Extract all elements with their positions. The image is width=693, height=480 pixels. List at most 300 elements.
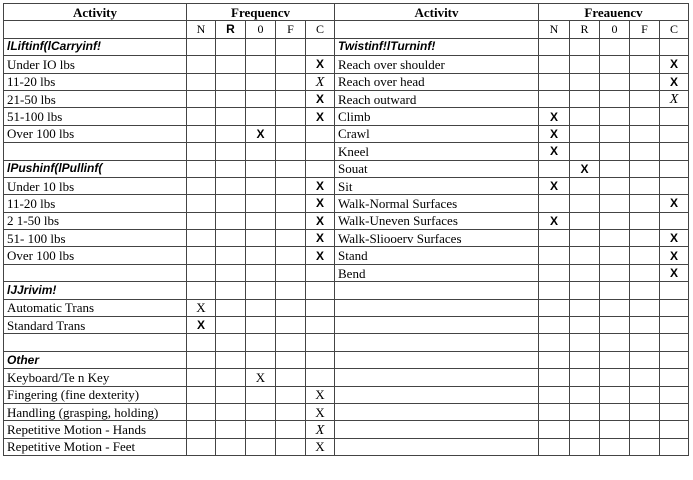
frequency-cell bbox=[539, 143, 570, 160]
frequency-cell bbox=[276, 264, 306, 281]
check-mark: X bbox=[580, 161, 589, 176]
activity-label: Over 100 lbs bbox=[4, 125, 187, 142]
frequency-cell bbox=[246, 421, 276, 438]
frequency-cell bbox=[246, 247, 276, 264]
frequency-cell bbox=[630, 369, 660, 386]
table-row bbox=[4, 264, 689, 281]
frequency-cell bbox=[276, 38, 306, 55]
check-mark: X bbox=[315, 109, 324, 124]
frequency-cell bbox=[246, 230, 276, 247]
frequency-cell bbox=[216, 177, 246, 194]
activity-label: Stand bbox=[335, 247, 539, 264]
frequency-cell bbox=[660, 212, 689, 229]
frequency-cell bbox=[216, 108, 246, 125]
frequency-cell bbox=[306, 108, 335, 125]
frequency-cell bbox=[660, 125, 689, 142]
frequency-cell bbox=[600, 73, 630, 90]
frequency-cell bbox=[216, 247, 246, 264]
activity-label: Bend bbox=[335, 264, 539, 281]
frequency-cell bbox=[630, 177, 660, 194]
frequency-cell bbox=[246, 369, 276, 386]
check-mark: X bbox=[315, 196, 324, 211]
frequency-cell bbox=[600, 108, 630, 125]
frequency-header-right: Freauencv bbox=[539, 4, 689, 21]
frequency-cell bbox=[246, 299, 276, 316]
frequency-cell bbox=[539, 386, 570, 403]
frequency-cell bbox=[306, 38, 335, 55]
frequency-cell bbox=[246, 143, 276, 160]
activity-label: 51- 100 lbs bbox=[4, 230, 187, 247]
table-row bbox=[4, 125, 689, 142]
frequency-cell bbox=[539, 264, 570, 281]
frequency-cell bbox=[600, 264, 630, 281]
frequency-cell bbox=[630, 143, 660, 160]
activity-header-right: Activitv bbox=[335, 4, 539, 21]
check-mark: X bbox=[669, 92, 679, 108]
frequency-cell bbox=[600, 143, 630, 160]
blank-cell bbox=[335, 386, 539, 403]
frequency-cell bbox=[216, 125, 246, 142]
frequency-cell bbox=[276, 247, 306, 264]
frequency-cell bbox=[660, 143, 689, 160]
frequency-cell bbox=[276, 351, 306, 368]
activity-label: Under 10 lbs bbox=[4, 177, 187, 194]
frequency-cell bbox=[660, 230, 689, 247]
frequency-cell bbox=[600, 125, 630, 142]
frequency-cell bbox=[630, 125, 660, 142]
frequency-cell bbox=[216, 73, 246, 90]
frequency-cell bbox=[539, 160, 570, 177]
blank-cell bbox=[335, 403, 539, 420]
frequency-cell bbox=[660, 177, 689, 194]
frequency-cell bbox=[539, 421, 570, 438]
frequency-cell bbox=[570, 73, 600, 90]
table-row bbox=[4, 73, 689, 90]
frequency-cell bbox=[246, 386, 276, 403]
table-row bbox=[4, 212, 689, 229]
frequency-cell bbox=[630, 108, 660, 125]
frequency-cell bbox=[216, 230, 246, 247]
frequency-cell bbox=[660, 282, 689, 299]
frequency-cell bbox=[276, 143, 306, 160]
check-mark: X bbox=[315, 439, 325, 455]
frequency-cell bbox=[306, 334, 335, 351]
frequency-cell bbox=[539, 438, 570, 455]
col-right-c: C bbox=[660, 21, 689, 38]
activity-label: 11-20 lbs bbox=[4, 195, 187, 212]
activity-label: Fingering (fine dexterity) bbox=[4, 386, 187, 403]
check-mark: X bbox=[315, 179, 324, 194]
frequency-cell bbox=[630, 38, 660, 55]
frequency-cell bbox=[570, 351, 600, 368]
frequency-cell bbox=[630, 195, 660, 212]
col-right-n: N bbox=[539, 21, 570, 38]
frequency-cell bbox=[216, 369, 246, 386]
frequency-cell bbox=[276, 73, 306, 90]
activity-label: Repetitive Motion - Hands bbox=[4, 421, 187, 438]
check-mark: X bbox=[549, 144, 558, 159]
frequency-cell bbox=[187, 108, 216, 125]
frequency-cell bbox=[306, 438, 335, 455]
activity-label: Keyboard/Te n Key bbox=[4, 369, 187, 386]
frequency-cell bbox=[216, 56, 246, 73]
frequency-cell bbox=[246, 177, 276, 194]
activity-label: Standard Trans bbox=[4, 317, 187, 334]
activity-label: 51-100 lbs bbox=[4, 108, 187, 125]
activity-label: Reach outward bbox=[335, 90, 539, 107]
frequency-cell bbox=[600, 212, 630, 229]
frequency-cell bbox=[539, 56, 570, 73]
frequency-cell bbox=[630, 334, 660, 351]
frequency-cell bbox=[660, 317, 689, 334]
frequency-cell bbox=[570, 90, 600, 107]
table-row bbox=[4, 317, 689, 334]
activity-header-left: Activity bbox=[4, 4, 187, 21]
frequency-cell bbox=[276, 56, 306, 73]
frequency-cell bbox=[660, 38, 689, 55]
check-mark: X bbox=[669, 57, 678, 72]
activity-label: Souat bbox=[335, 160, 539, 177]
check-mark: X bbox=[549, 126, 558, 141]
frequency-cell bbox=[630, 90, 660, 107]
frequency-cell bbox=[570, 38, 600, 55]
frequency-cell bbox=[600, 230, 630, 247]
activity-label: Sit bbox=[335, 177, 539, 194]
frequency-cell bbox=[187, 247, 216, 264]
frequency-cell bbox=[187, 299, 216, 316]
frequency-cell bbox=[187, 195, 216, 212]
frequency-cell bbox=[306, 90, 335, 107]
frequency-cell bbox=[600, 177, 630, 194]
check-mark: X bbox=[315, 248, 324, 263]
frequency-cell bbox=[570, 386, 600, 403]
frequency-cell bbox=[570, 299, 600, 316]
section-heading: lPushinf(lPullinf( bbox=[4, 160, 187, 177]
frequency-cell bbox=[246, 317, 276, 334]
table-row bbox=[4, 386, 689, 403]
table-row bbox=[4, 90, 689, 107]
frequency-cell bbox=[276, 195, 306, 212]
frequency-cell bbox=[306, 351, 335, 368]
blank-cell bbox=[335, 438, 539, 455]
frequency-cell bbox=[216, 334, 246, 351]
frequency-cell bbox=[276, 421, 306, 438]
table-row bbox=[4, 177, 689, 194]
activity-label: Walk-Sliooerv Surfaces bbox=[335, 230, 539, 247]
frequency-cell bbox=[246, 108, 276, 125]
frequency-cell bbox=[539, 230, 570, 247]
frequency-cell bbox=[600, 195, 630, 212]
frequency-cell bbox=[660, 351, 689, 368]
frequency-cell bbox=[187, 264, 216, 281]
frequency-cell bbox=[187, 38, 216, 55]
frequency-cell bbox=[630, 264, 660, 281]
frequency-cell bbox=[570, 177, 600, 194]
blank-cell bbox=[335, 21, 539, 38]
check-mark: X bbox=[196, 300, 206, 316]
frequency-cell bbox=[660, 421, 689, 438]
frequency-cell bbox=[306, 177, 335, 194]
frequency-cell bbox=[276, 282, 306, 299]
frequency-cell bbox=[600, 299, 630, 316]
frequency-cell bbox=[246, 38, 276, 55]
frequency-cell bbox=[216, 317, 246, 334]
frequency-header-left: Frequencv bbox=[187, 4, 335, 21]
frequency-cell bbox=[539, 125, 570, 142]
frequency-cell bbox=[246, 264, 276, 281]
frequency-cell bbox=[216, 299, 246, 316]
frequency-cell bbox=[630, 160, 660, 177]
frequency-cell bbox=[306, 369, 335, 386]
frequency-cell bbox=[306, 195, 335, 212]
activity-label: 21-50 lbs bbox=[4, 90, 187, 107]
frequency-cell bbox=[187, 230, 216, 247]
col-left-o: 0 bbox=[246, 21, 276, 38]
activity-label: Walk-Normal Surfaces bbox=[335, 195, 539, 212]
check-mark: X bbox=[315, 213, 324, 228]
frequency-cell bbox=[187, 90, 216, 107]
frequency-cell bbox=[276, 438, 306, 455]
blank-cell bbox=[335, 299, 539, 316]
frequency-cell bbox=[216, 90, 246, 107]
frequency-cell bbox=[539, 108, 570, 125]
activity-label: 2 1-50 lbs bbox=[4, 212, 187, 229]
blank-cell bbox=[4, 143, 187, 160]
frequency-cell bbox=[630, 438, 660, 455]
header-row bbox=[4, 4, 689, 21]
frequency-cell bbox=[600, 386, 630, 403]
frequency-cell bbox=[216, 264, 246, 281]
frequency-cell bbox=[306, 282, 335, 299]
frequency-cell bbox=[660, 369, 689, 386]
frequency-cell bbox=[306, 317, 335, 334]
frequency-cell bbox=[570, 125, 600, 142]
frequency-cell bbox=[187, 212, 216, 229]
frequency-cell bbox=[216, 351, 246, 368]
frequency-cell bbox=[246, 125, 276, 142]
activity-label: Over 100 lbs bbox=[4, 247, 187, 264]
frequency-cell bbox=[660, 90, 689, 107]
frequency-cell bbox=[187, 334, 216, 351]
frequency-cell bbox=[600, 403, 630, 420]
frequency-cell bbox=[600, 317, 630, 334]
check-mark: X bbox=[549, 109, 558, 124]
frequency-cell bbox=[216, 438, 246, 455]
frequency-cell bbox=[630, 386, 660, 403]
frequency-cell bbox=[306, 264, 335, 281]
frequency-cell bbox=[187, 73, 216, 90]
check-mark: X bbox=[315, 92, 324, 107]
frequency-cell bbox=[276, 317, 306, 334]
check-mark: X bbox=[549, 213, 558, 228]
frequency-cell bbox=[187, 317, 216, 334]
check-mark: X bbox=[669, 74, 678, 89]
frequency-cell bbox=[570, 160, 600, 177]
frequency-cell bbox=[660, 56, 689, 73]
frequency-cell bbox=[246, 438, 276, 455]
table-row bbox=[4, 403, 689, 420]
frequency-cell bbox=[216, 38, 246, 55]
frequency-cell bbox=[570, 317, 600, 334]
check-mark: X bbox=[669, 248, 678, 263]
frequency-cell bbox=[539, 369, 570, 386]
frequency-cell bbox=[216, 421, 246, 438]
frequency-cell bbox=[539, 299, 570, 316]
frequency-cell bbox=[276, 334, 306, 351]
frequency-cell bbox=[600, 438, 630, 455]
frequency-cell bbox=[570, 264, 600, 281]
check-mark: X bbox=[315, 231, 324, 246]
frequency-cell bbox=[660, 334, 689, 351]
frequency-cell bbox=[660, 403, 689, 420]
frequency-cell bbox=[216, 143, 246, 160]
table-row bbox=[4, 299, 689, 316]
frequency-cell bbox=[539, 334, 570, 351]
frequency-cell bbox=[539, 177, 570, 194]
frequency-cell bbox=[660, 195, 689, 212]
check-mark: X bbox=[315, 57, 324, 72]
frequency-cell bbox=[630, 247, 660, 264]
frequency-cell bbox=[539, 282, 570, 299]
blank-cell bbox=[335, 334, 539, 351]
frequency-cell bbox=[306, 421, 335, 438]
activity-label: Climb bbox=[335, 108, 539, 125]
check-mark: X bbox=[255, 369, 266, 385]
frequency-cell bbox=[570, 334, 600, 351]
frequency-cell bbox=[570, 56, 600, 73]
frequency-cell bbox=[187, 369, 216, 386]
blank-cell bbox=[4, 264, 187, 281]
frequency-cell bbox=[246, 403, 276, 420]
frequency-cell bbox=[570, 369, 600, 386]
frequency-cell bbox=[630, 56, 660, 73]
frequency-cell bbox=[246, 160, 276, 177]
frequency-cell bbox=[660, 108, 689, 125]
activity-label: Crawl bbox=[335, 125, 539, 142]
frequency-cell bbox=[187, 386, 216, 403]
activity-label: Handling (grasping, holding) bbox=[4, 403, 187, 420]
frequency-cell bbox=[570, 212, 600, 229]
table-row bbox=[4, 38, 689, 55]
frequency-cell bbox=[600, 282, 630, 299]
check-mark: X bbox=[256, 126, 265, 141]
frequency-cell bbox=[630, 73, 660, 90]
frequency-cell bbox=[306, 403, 335, 420]
frequency-cell bbox=[660, 386, 689, 403]
frequency-cell bbox=[276, 177, 306, 194]
frequency-cell bbox=[246, 195, 276, 212]
frequency-cell bbox=[276, 386, 306, 403]
frequency-cell bbox=[660, 299, 689, 316]
table-row bbox=[4, 438, 689, 455]
frequency-cell bbox=[187, 351, 216, 368]
table-row bbox=[4, 56, 689, 73]
frequency-cell bbox=[187, 403, 216, 420]
check-mark: X bbox=[315, 387, 325, 403]
frequency-cell bbox=[630, 212, 660, 229]
table-row bbox=[4, 351, 689, 368]
table-row bbox=[4, 369, 689, 386]
frequency-cell bbox=[306, 386, 335, 403]
frequency-cell bbox=[246, 351, 276, 368]
frequency-cell bbox=[216, 195, 246, 212]
frequency-cell bbox=[539, 73, 570, 90]
frequency-cell bbox=[276, 160, 306, 177]
frequency-cell bbox=[187, 56, 216, 73]
frequency-cell bbox=[600, 334, 630, 351]
blank-cell bbox=[4, 21, 187, 38]
frequency-cell bbox=[630, 299, 660, 316]
table-row bbox=[4, 282, 689, 299]
table-row bbox=[4, 421, 689, 438]
frequency-cell bbox=[660, 264, 689, 281]
frequency-cell bbox=[187, 125, 216, 142]
frequency-cell bbox=[570, 108, 600, 125]
frequency-columns-row bbox=[4, 21, 689, 38]
frequency-cell bbox=[630, 421, 660, 438]
frequency-cell bbox=[246, 73, 276, 90]
frequency-cell bbox=[600, 56, 630, 73]
frequency-cell bbox=[570, 247, 600, 264]
frequency-cell bbox=[246, 334, 276, 351]
frequency-cell bbox=[660, 438, 689, 455]
frequency-cell bbox=[539, 212, 570, 229]
frequency-cell bbox=[539, 247, 570, 264]
frequency-cell bbox=[187, 421, 216, 438]
section-heading: Twistinf!lTurninf! bbox=[335, 38, 539, 55]
col-left-n: N bbox=[187, 21, 216, 38]
col-right-r: R bbox=[570, 21, 600, 38]
frequency-cell bbox=[660, 73, 689, 90]
frequency-cell bbox=[276, 90, 306, 107]
frequency-cell bbox=[570, 195, 600, 212]
frequency-cell bbox=[600, 247, 630, 264]
frequency-cell bbox=[600, 351, 630, 368]
frequency-cell bbox=[246, 90, 276, 107]
frequency-cell bbox=[539, 403, 570, 420]
frequency-cell bbox=[306, 143, 335, 160]
frequency-cell bbox=[306, 56, 335, 73]
frequency-cell bbox=[630, 230, 660, 247]
frequency-cell bbox=[187, 160, 216, 177]
frequency-cell bbox=[306, 160, 335, 177]
frequency-cell bbox=[630, 317, 660, 334]
activity-label: Kneel bbox=[335, 143, 539, 160]
frequency-cell bbox=[539, 351, 570, 368]
frequency-cell bbox=[216, 282, 246, 299]
frequency-cell bbox=[539, 195, 570, 212]
frequency-cell bbox=[187, 438, 216, 455]
table-row bbox=[4, 108, 689, 125]
physical-demands-table bbox=[3, 3, 689, 456]
check-mark: X bbox=[549, 179, 558, 194]
section-heading: Other bbox=[4, 351, 187, 368]
frequency-cell bbox=[630, 351, 660, 368]
blank-cell bbox=[4, 334, 187, 351]
frequency-cell bbox=[306, 247, 335, 264]
table-row bbox=[4, 195, 689, 212]
frequency-cell bbox=[660, 247, 689, 264]
table-row bbox=[4, 334, 689, 351]
frequency-cell bbox=[660, 160, 689, 177]
frequency-cell bbox=[276, 230, 306, 247]
frequency-cell bbox=[246, 212, 276, 229]
check-mark: X bbox=[669, 196, 678, 211]
frequency-cell bbox=[246, 282, 276, 299]
col-left-r: R bbox=[216, 21, 246, 38]
frequency-cell bbox=[187, 282, 216, 299]
check-mark: X bbox=[196, 318, 205, 333]
